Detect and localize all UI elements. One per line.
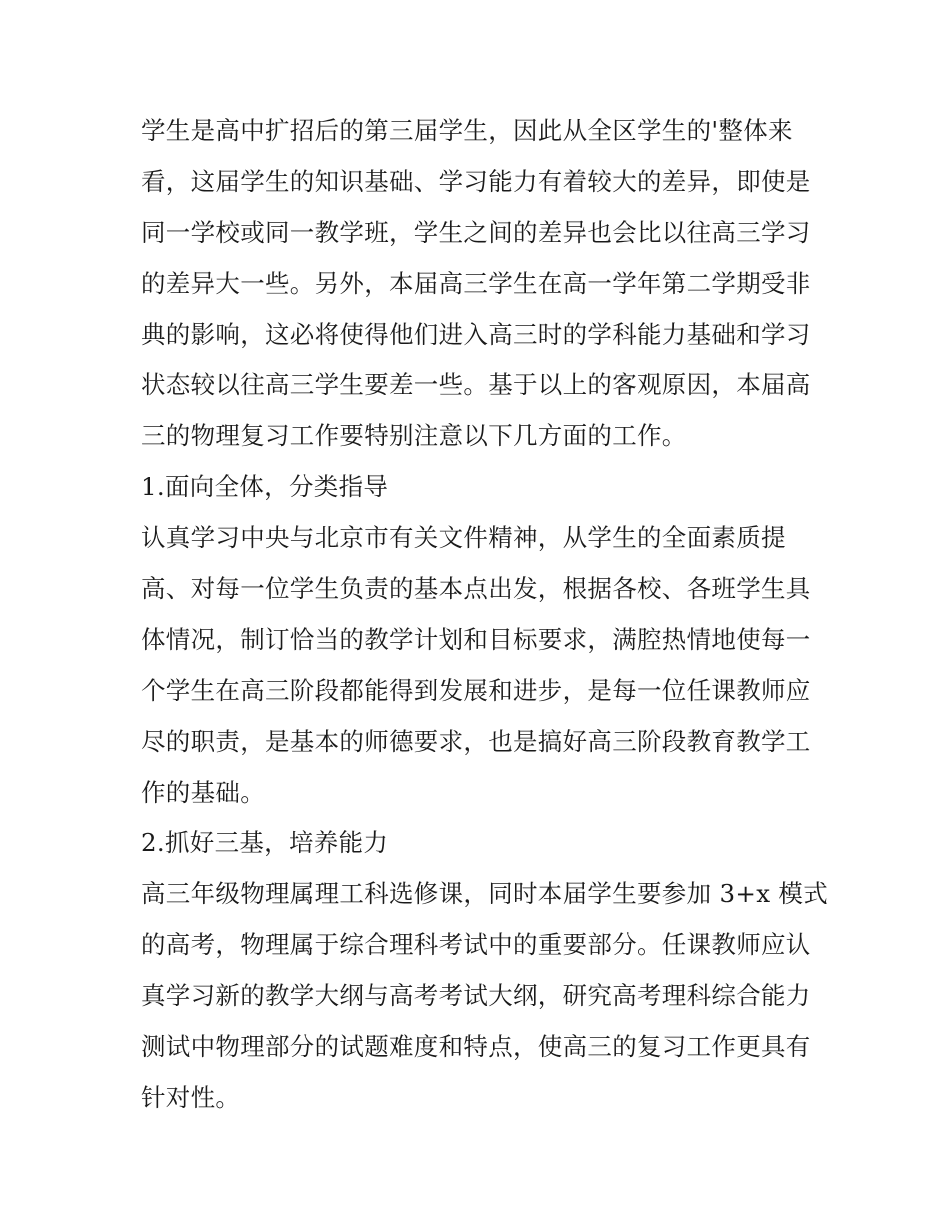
text-line: 尽的职责，是基本的师德要求，也是搞好高三阶段教育教学工	[141, 726, 811, 756]
text-line: 高、对每一位学生负责的基本点出发，根据各校、各班学生具	[141, 574, 811, 604]
text-line: 个学生在高三阶段都能得到发展和进步，是每一位任课教师应	[141, 675, 811, 705]
section-heading-2: 2.抓好三基，培养能力	[141, 828, 389, 858]
paragraph-3	[141, 869, 829, 1123]
section-heading-1: 1.面向全体，分类指导	[141, 472, 389, 502]
text-line: 典的影响，这必将使得他们进入高三时的学科能力基础和学习	[141, 319, 811, 349]
text-line: 同一学校或同一教学班，学生之间的差异也会比以往高三学习	[141, 217, 811, 247]
text-line: 作的基础。	[141, 777, 265, 807]
text-line: 体情况，制订恰当的教学计划和目标要求，满腔热情地使每一	[141, 624, 811, 654]
text-line: 高三年级物理属理工科选修课，同时本届学生要参加 3+x 模式	[141, 879, 829, 909]
text-line: 真学习新的教学大纲与高考考试大纲，研究高考理科综合能力	[141, 981, 811, 1011]
document-body	[141, 106, 829, 1124]
text-line: 三的物理复习工作要特别注意以下几方面的工作。	[141, 421, 687, 451]
text-line: 认真学习中央与北京市有关文件精神，从学生的全面素质提	[141, 523, 786, 553]
paragraph-1	[141, 106, 813, 462]
text-line: 的差异大一些。另外，本届高三学生在高一学年第二学期受非	[141, 268, 811, 298]
paragraph-2	[141, 513, 813, 818]
text-line: 针对性。	[141, 1082, 241, 1112]
text-line: 学生是高中扩招后的第三届学生，因此从全区学生的'整体来	[141, 116, 793, 145]
text-line: 的高考，物理属于综合理科考试中的重要部分。任课教师应认	[141, 930, 811, 960]
text-line: 测试中物理部分的试题难度和特点，使高三的复习工作更具有	[141, 1032, 811, 1062]
text-line: 状态较以往高三学生要差一些。基于以上的客观原因，本届高	[141, 370, 811, 400]
text-line: 看，这届学生的知识基础、学习能力有着较大的差异，即使是	[141, 166, 811, 196]
